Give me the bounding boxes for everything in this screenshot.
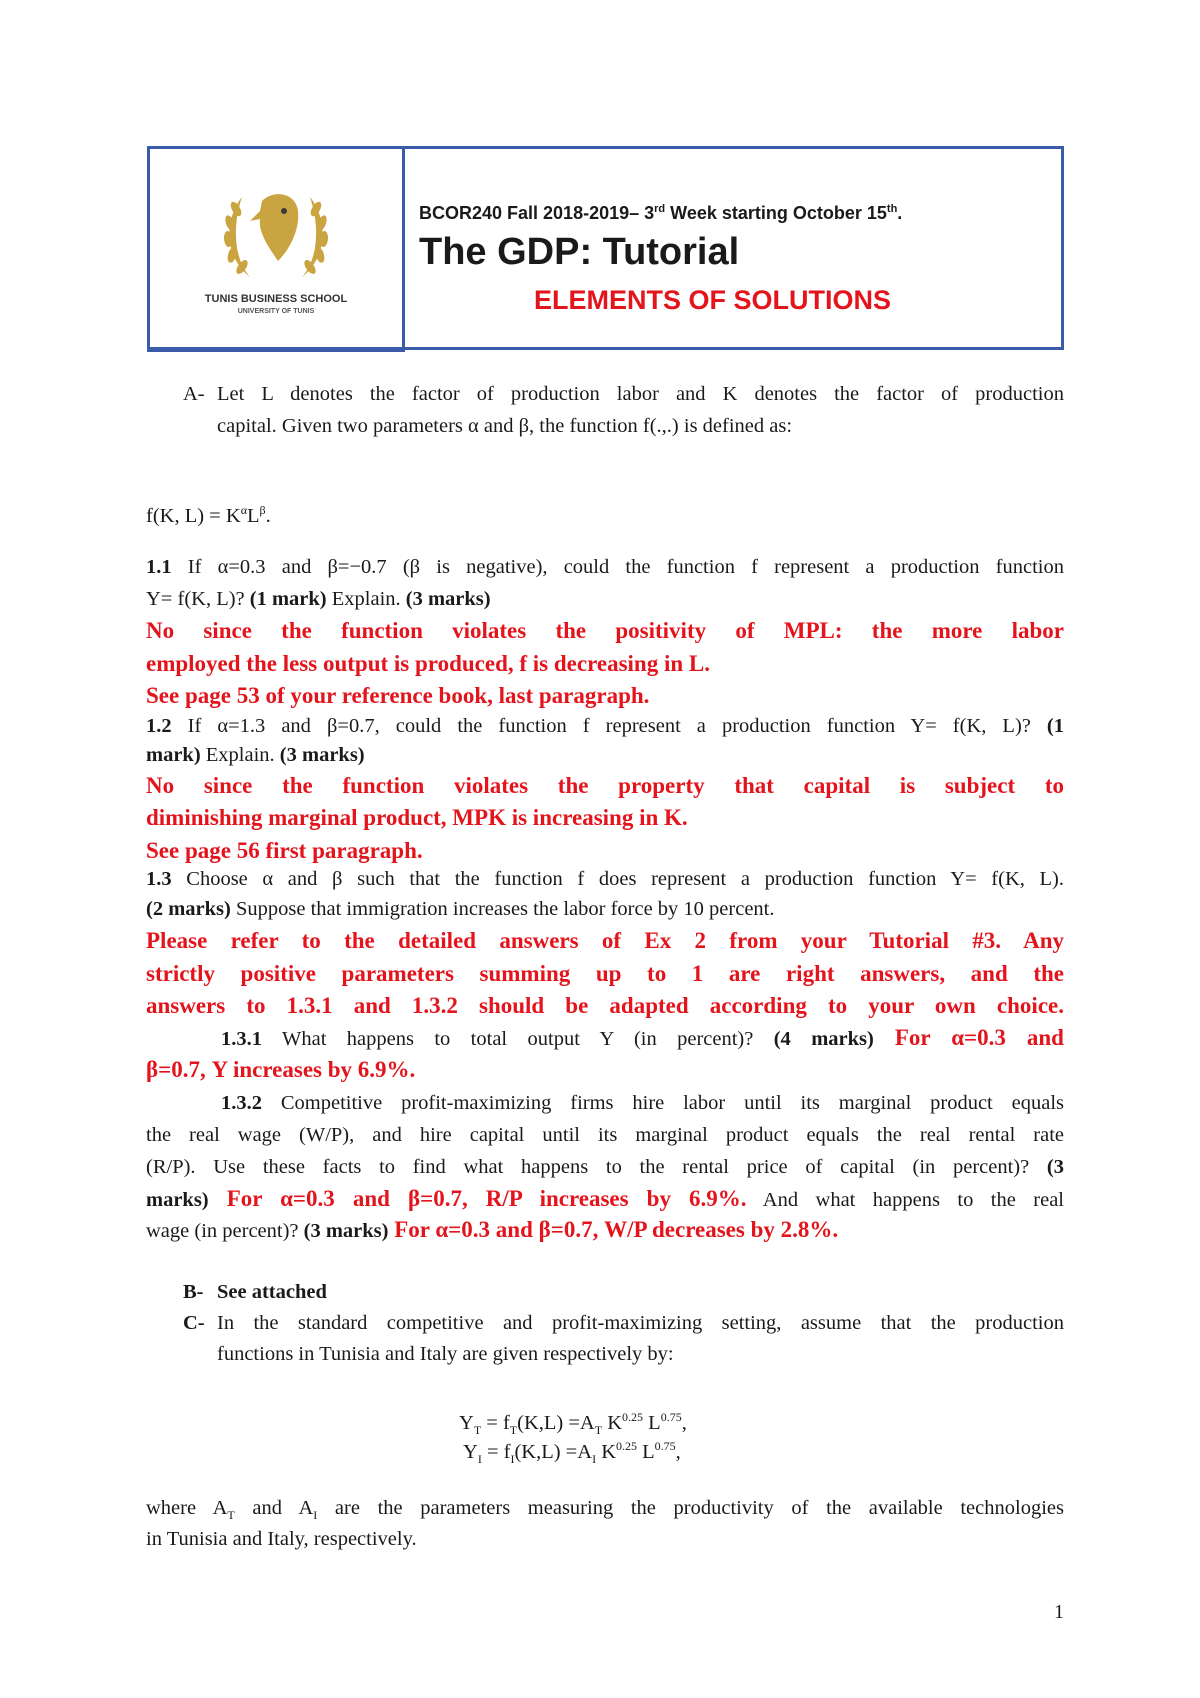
section-b-text: See attached <box>217 1281 327 1303</box>
q11-line2 <box>146 583 491 615</box>
q132-text1: Competitive profit-maximizing firms hire labor until its marginal product equals <box>262 1092 1064 1114</box>
page-title: The GDP: Tutorial <box>419 231 740 273</box>
section-c-label: C- <box>183 1312 205 1334</box>
eq2-k: K <box>596 1440 616 1463</box>
eq2-comma: , <box>675 1440 681 1463</box>
course-dash: – 3 <box>629 203 655 223</box>
eq1-sub: T <box>473 1422 482 1437</box>
q11-line1 <box>146 551 1064 583</box>
q12-answer-line3: See page 56 first paragraph. <box>146 838 423 863</box>
eq2-sup2: 0.75 <box>654 1439 676 1453</box>
where-sub2: I <box>313 1508 318 1523</box>
q13-answer-line2: strictly positive parameters summing up to 1 are right answers, and the <box>146 961 1064 986</box>
q13-mark: (2 marks) <box>146 898 231 920</box>
eq1-sup2: 0.75 <box>660 1410 682 1424</box>
q132-num: 1.3.2 <box>221 1092 262 1114</box>
eq1-f: = f <box>481 1411 510 1434</box>
eq2-sub2: I <box>510 1451 515 1466</box>
course-period: . <box>897 203 903 223</box>
q13-answer-line1: Please refer to the detailed answers of Ex 2 from your Tutorial #3. Any <box>146 928 1064 953</box>
q12-answer-line2: diminishing marginal product, MPK is increasing in K. <box>146 805 688 830</box>
q11-explain: Explain. <box>326 588 406 610</box>
page-number: 1 <box>1054 1601 1064 1623</box>
q131-answer-b: β=0.7, Y increases by 6.9%. <box>146 1057 416 1082</box>
eq1-l: L <box>643 1411 661 1434</box>
eq1-sup1: 0.25 <box>622 1410 644 1424</box>
formula-exp-alpha: α <box>240 503 247 517</box>
q13-line2 <box>146 893 775 925</box>
eq2-y: Y <box>463 1440 478 1463</box>
q12-mark1b: mark) <box>146 744 201 766</box>
formula-mid: L <box>246 504 260 527</box>
q132-line3 <box>146 1151 1064 1183</box>
q132-answer2: For α=0.3 and β=0.7, W/P decreases by 2.8%. <box>388 1217 839 1242</box>
q11-answer-line1: No since the function violates the positivity of MPL: the more labor <box>146 618 1064 643</box>
q131-line1 <box>221 1021 1064 1055</box>
q131-mark: (4 marks) <box>773 1028 874 1050</box>
q12-text: If α=1.3 and β=0.7, could the function f represent a production function Y= f(K, L)? <box>171 715 1047 737</box>
q11-num: 1.1 <box>146 556 172 578</box>
q12-line1 <box>146 710 1064 742</box>
formula-end: . <box>265 504 271 527</box>
section-c-last-line: in Tunisia and Italy, respectively. <box>146 1528 417 1550</box>
q12-num: 1.2 <box>146 715 172 737</box>
q12-explain: Explain. <box>200 744 280 766</box>
q11-answer-line2: employed the less output is produced, f is decreasing in L. <box>146 651 710 676</box>
q131-num: 1.3.1 <box>221 1028 262 1050</box>
q13-text2: Suppose that immigration increases the labor force by 10 percent. <box>230 898 775 920</box>
section-c-line2: functions in Tunisia and Italy are given respectively by: <box>217 1343 674 1365</box>
section-a-line1: Let L denotes the factor of production labor and K denotes the factor of production <box>217 383 1064 405</box>
eq2-f: = f <box>481 1440 511 1463</box>
logo-cell <box>147 146 405 352</box>
q13-answer-line3: answers to 1.3.1 and 1.3.2 should be adapted according to your own choice. <box>146 993 1064 1018</box>
q12-answer-line1: No since the function violates the property that capital is subject to <box>146 773 1064 798</box>
where-a: where A <box>146 1497 228 1519</box>
eq1-kl: (K,L) =A <box>517 1411 595 1434</box>
q132-line5 <box>146 1213 838 1247</box>
q11-answer-line3: See page 53 of your reference book, last paragraph. <box>146 683 650 708</box>
q13-text: Choose α and β such that the function f does represent a production function Y= f(K, L). <box>171 868 1064 890</box>
logo-school-name: TUNIS BUSINESS SCHOOL <box>204 293 348 305</box>
q132-line1 <box>221 1087 1064 1119</box>
q132-line4 <box>146 1182 1064 1216</box>
th-sup: th <box>886 203 898 215</box>
formula-lhs: f(K, L) = K <box>146 504 241 527</box>
eq1-y: Y <box>459 1411 474 1434</box>
page-subtitle: ELEMENTS OF SOLUTIONS <box>534 285 892 315</box>
eq1-sub3: T <box>594 1422 603 1437</box>
eq2-l: L <box>637 1440 655 1463</box>
course-code: BCOR240 Fall 2018-2019 <box>419 203 630 223</box>
q132-text4: And what happens to the real <box>746 1189 1064 1211</box>
q132-line2: the real wage (W/P), and hire capital until its marginal product equals the real rental rate <box>146 1124 1064 1146</box>
section-a-label: A- <box>183 383 205 405</box>
section-b-label: B- <box>183 1281 204 1303</box>
q132-mark1a: (3 <box>1046 1156 1064 1178</box>
logo-university-name: UNIVERSITY OF TUNIS <box>237 308 315 315</box>
equation-italy <box>463 1430 681 1475</box>
where-c: are the parameters measuring the productivity of the available technologies <box>317 1497 1064 1519</box>
eq2-sup1: 0.25 <box>616 1439 637 1453</box>
q13-line1 <box>146 863 1064 895</box>
eagle-laurel-emblem-icon <box>150 149 402 349</box>
eq1-k: K <box>602 1411 623 1434</box>
eq2-kl: (K,L) =A <box>514 1440 593 1463</box>
week-text: Week starting October 15 <box>665 203 887 223</box>
q131-answer-a: For α=0.3 and <box>873 1025 1064 1050</box>
q131-text: What happens to total output Y (in percent)? <box>262 1028 774 1050</box>
course-line <box>419 203 902 224</box>
q12-mark1a: (1 <box>1046 715 1064 737</box>
q12-mark2: (3 marks) <box>279 744 365 766</box>
q13-num: 1.3 <box>146 868 172 890</box>
q12-line2 <box>146 739 365 771</box>
where-b: and A <box>234 1497 314 1519</box>
q132-answer1: For α=0.3 and β=0.7, R/P increases by 6.9%. <box>208 1186 747 1211</box>
where-sub1: T <box>227 1508 235 1523</box>
q11-mark2: (3 marks) <box>405 588 491 610</box>
eq2-sub3: I <box>592 1451 597 1466</box>
ordinal-sup: rd <box>654 203 666 215</box>
eq1-comma: , <box>681 1411 687 1434</box>
q132-text5: wage (in percent)? <box>146 1220 304 1242</box>
formula-exp-beta: β <box>259 503 266 517</box>
section-a-line2: capital. Given two parameters α and β, the function f(.,.) is defined as: <box>217 415 793 437</box>
q132-text3: (R/P). Use these facts to find what happens to the rental price of capital (in percent)? <box>146 1156 1047 1178</box>
q11-text: If α=0.3 and β=−0.7 (β is negative), could the function f represent a production function <box>171 556 1064 578</box>
eq2-sub: I <box>477 1451 482 1466</box>
eq1-sub2: T <box>509 1422 518 1437</box>
q132-mark1b: marks) <box>146 1189 209 1211</box>
q11-text2: Y= f(K, L)? <box>146 588 250 610</box>
formula-f <box>146 494 271 532</box>
section-c-line1: In the standard competitive and profit-maximizing setting, assume that the production <box>217 1312 1064 1334</box>
q11-mark1: (1 mark) <box>249 588 327 610</box>
q132-mark2: (3 marks) <box>303 1220 389 1242</box>
